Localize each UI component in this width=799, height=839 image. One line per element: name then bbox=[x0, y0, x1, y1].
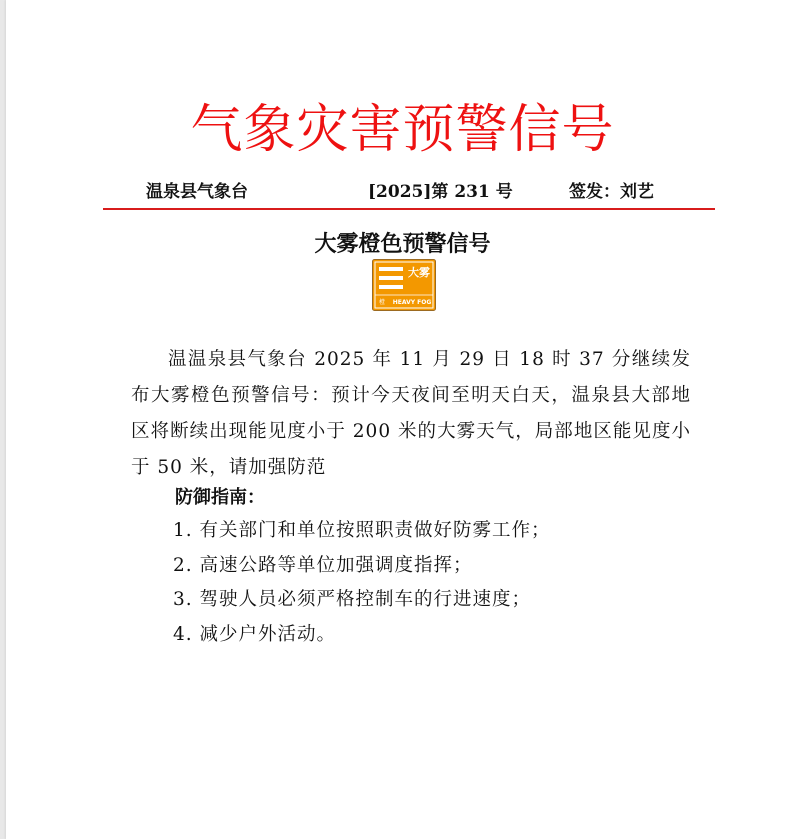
list-item: 4. 减少户外活动。 bbox=[173, 623, 337, 645]
heavy-fog-orange-warning-icon bbox=[372, 259, 436, 311]
header-divider bbox=[103, 208, 715, 210]
document-title: 大雾橙色预警信号 bbox=[314, 231, 491, 257]
signal-icon-label-en: HEAVY FOG bbox=[392, 299, 432, 306]
document-page bbox=[6, 0, 799, 839]
signal-icon-label-small: 橙 bbox=[378, 299, 386, 306]
list-item: 2. 高速公路等单位加强调度指挥； bbox=[173, 554, 473, 576]
list-item: 1. 有关部门和单位按照职责做好防雾工作； bbox=[173, 520, 551, 541]
issuing-organization: 温泉县气象台 bbox=[146, 182, 248, 202]
masthead-title: 气象灾害预警信号 bbox=[190, 100, 615, 160]
signer: 签发：刘艺 bbox=[569, 182, 654, 202]
document-number: [2025]第 231 号 bbox=[368, 182, 513, 202]
signal-icon-label-cn: 大雾 bbox=[408, 266, 430, 279]
defense-guide-title: 防御指南： bbox=[175, 487, 265, 508]
defense-guide-list bbox=[173, 514, 551, 652]
warning-body-paragraph: 温温泉县气象台 2025 年 11 月 29 日 18 时 37 分继续发布大雾橙色预警信号：预计今天夜间至明天白天，温泉县大部地区将断续出现能见度小于 200 米的大雾天气，局部地区能见度小于 50 米，请加强防范 bbox=[131, 349, 691, 478]
list-item: 3. 驾驶人员必须严格控制车的行进速度； bbox=[173, 589, 532, 611]
